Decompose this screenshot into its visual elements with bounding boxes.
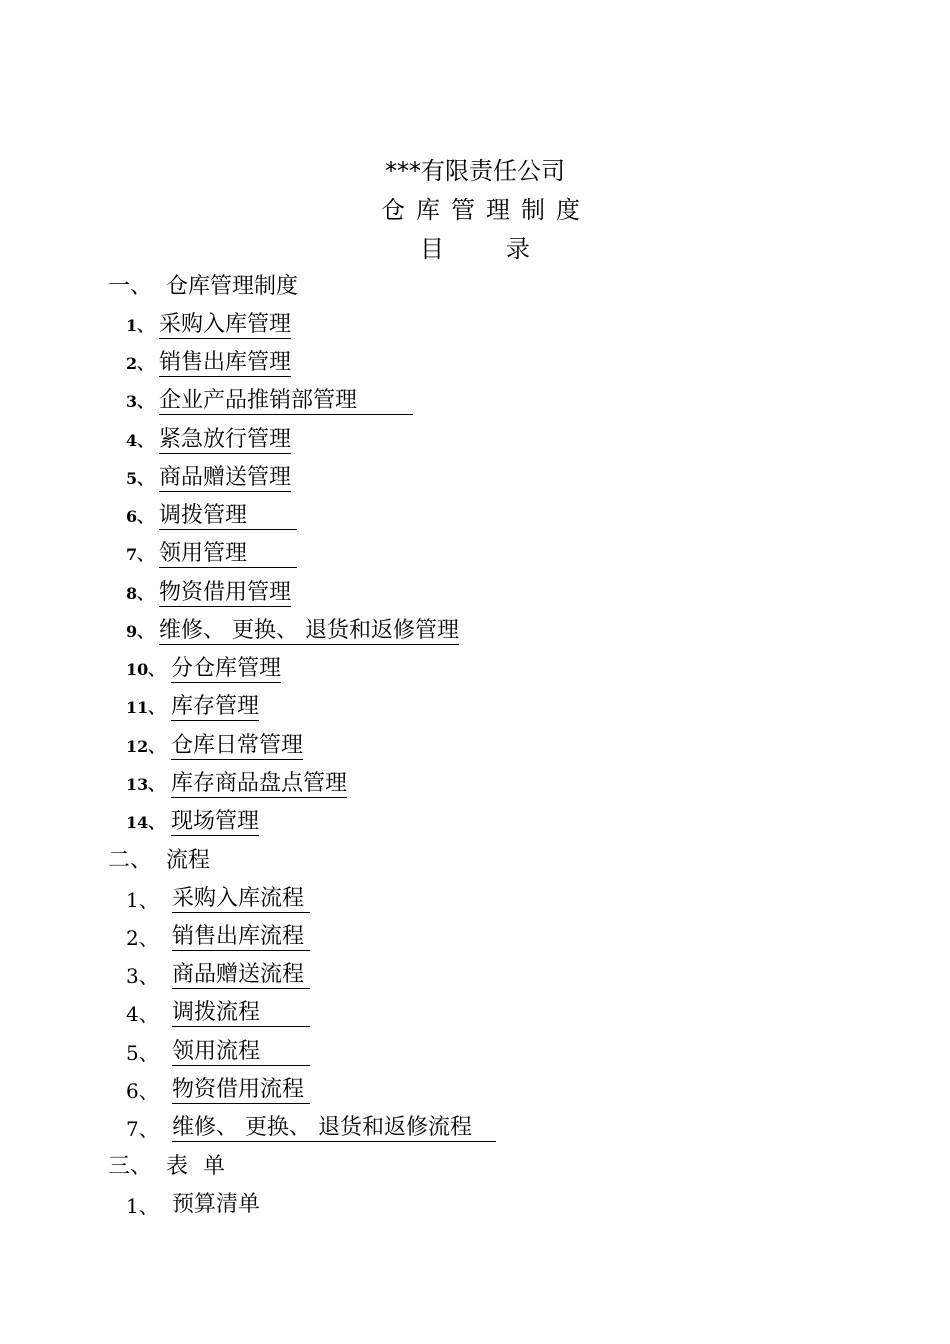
toc-link-requisition[interactable]: 领用管理	[159, 541, 297, 568]
toc-link-transfer-flow[interactable]: 调拨流程	[172, 1000, 310, 1027]
item-number: 11、	[126, 698, 165, 717]
toc-link-requisition-flow[interactable]: 领用流程	[172, 1039, 310, 1066]
toc-link-purchase-inbound[interactable]: 采购入库管理	[159, 312, 292, 337]
item-number: 8、	[126, 584, 154, 603]
toc-link-sub-warehouse[interactable]: 分仓库管理	[171, 656, 282, 681]
toc-link-gift[interactable]: 商品赠送管理	[159, 465, 292, 490]
item-number: 1、	[126, 888, 159, 912]
item-number: 4、	[126, 1002, 159, 1026]
toc-link-daily[interactable]: 仓库日常管理	[171, 733, 304, 758]
item-number: 10、	[126, 660, 165, 679]
section-number: 一、	[108, 274, 153, 299]
toc-link-borrowing-flow[interactable]: 物资借用流程	[172, 1077, 310, 1104]
toc-link-purchase-flow[interactable]: 采购入库流程	[172, 886, 310, 913]
toc-link-emergency-release[interactable]: 紧急放行管理	[159, 427, 292, 452]
section-title: 表 单	[166, 1154, 225, 1179]
item-number: 5、	[126, 1041, 159, 1065]
item-number: 9、	[126, 622, 154, 641]
item-number: 1、	[126, 1194, 159, 1218]
item-number: 6、	[126, 1079, 159, 1103]
toc-link-onsite[interactable]: 现场管理	[171, 809, 260, 834]
toc-link-transfer[interactable]: 调拨管理	[159, 503, 297, 530]
toc-link-inventory[interactable]: 库存管理	[171, 694, 260, 719]
toc-heading-left: 目	[420, 235, 444, 263]
item-number: 14、	[126, 813, 165, 832]
item-number: 4、	[126, 431, 154, 450]
item-number: 13、	[126, 775, 165, 794]
section-number: 三、	[108, 1154, 153, 1179]
item-number: 7、	[126, 545, 154, 564]
item-number: 1、	[126, 316, 154, 335]
toc-link-gift-flow[interactable]: 商品赠送流程	[172, 962, 310, 989]
toc-link-repair-flow[interactable]: 维修、 更换、 退货和返修流程	[172, 1115, 496, 1142]
toc-link-borrowing[interactable]: 物资借用管理	[159, 580, 292, 605]
document-title: 仓库管理制度	[381, 196, 591, 224]
item-number: 6、	[126, 507, 154, 526]
item-number: 3、	[126, 392, 154, 411]
toc-link-stocktake[interactable]: 库存商品盘点管理	[171, 771, 348, 796]
toc-link-promotion[interactable]: 企业产品推销部管理	[159, 388, 413, 415]
toc-heading	[0, 234, 950, 264]
item-number: 5、	[126, 469, 154, 488]
item-number: 3、	[126, 964, 159, 988]
toc-link-sales-flow[interactable]: 销售出库流程	[172, 924, 310, 951]
toc-heading-right: 录	[506, 235, 530, 263]
toc-label-budget-list: 预算清单	[172, 1192, 261, 1217]
item-number: 12、	[126, 737, 165, 756]
company-name: ***有限责任公司	[385, 157, 565, 185]
item-number: 7、	[126, 1117, 159, 1141]
toc-link-sales-outbound[interactable]: 销售出库管理	[159, 350, 292, 375]
item-number: 2、	[126, 926, 159, 950]
section-title: 仓库管理制度	[166, 274, 299, 299]
section-number: 二、	[108, 848, 153, 873]
section-title: 流程	[166, 848, 211, 873]
toc-link-repair-return[interactable]: 维修、 更换、 退货和返修管理	[159, 618, 459, 643]
item-number: 2、	[126, 354, 154, 373]
